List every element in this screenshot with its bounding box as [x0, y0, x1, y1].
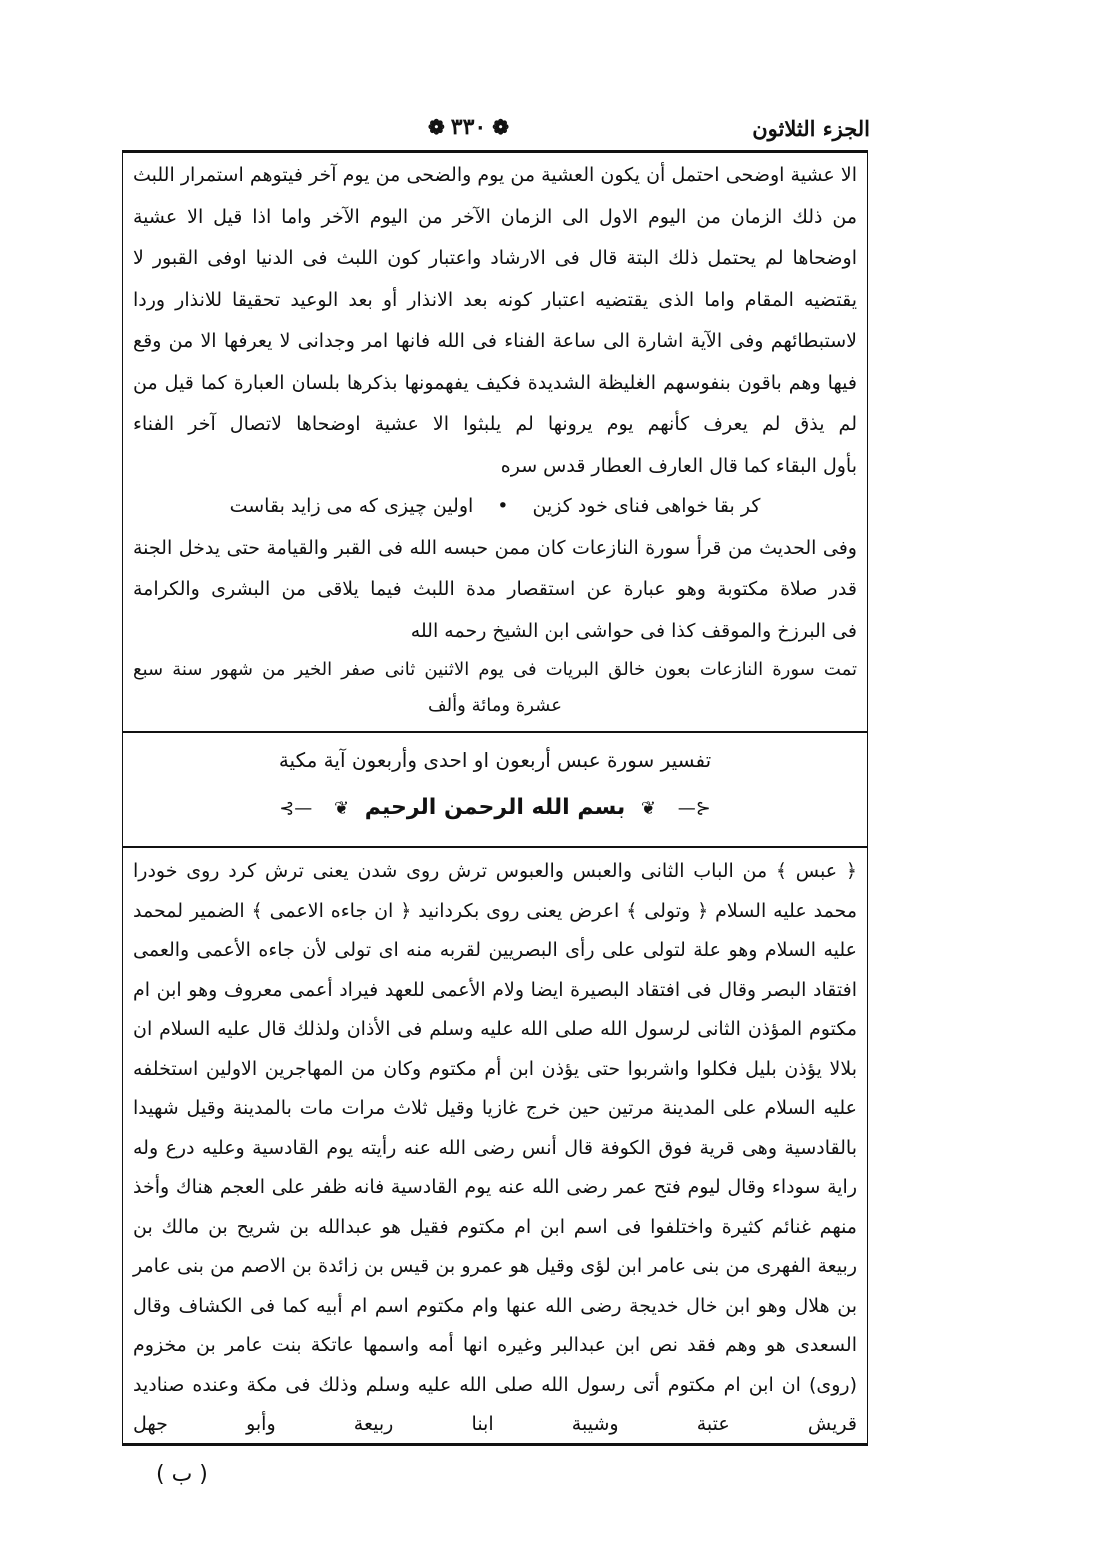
running-title: الجزء الثلاثون [752, 116, 870, 141]
ornament-icon: —⊱ [279, 798, 318, 819]
hadith-paragraph-tail: فى البرزخ والموقف كذا فى حواشى ابن الشيخ رحمه الله [410, 619, 857, 642]
page-number: ٣٣٠ [450, 114, 487, 140]
page-header [122, 112, 870, 148]
surah-commentary-paragraph: ﴿ عبس ﴾ من الباب الثانى والعبس والعبوس ترش روى شدن يعنى ترش كرد روى خودرا محمد عليه السلام ﴿ وتولى ﴾ اعرض يعنى روى بكردانيد ﴿ ان جاءه الاعمى ﴾ الضمير لمحمد عليه السلام وهو علة لتولى على رأى البصريين لقربه منه اى تولى لأن جاءه الأعمى والعمى افتقاد البصر وقال فى افتقاد البصيرة ايضا ولام الأعمى للعهد فيراد أعمى معروف وهو ابن ام مكتوم المؤذن الثانى لرسول الله صلى الله عليه وسلم فى الأذان ولذلك قال عليه السلام ان بلالا يؤذن بليل فكلوا واشربوا حتى يؤذن ابن أم مكتوم وكان من المهاجرين الاولين استخلفه عليه السلام على المدينة مرتين حين خرج غازيا وقيل ثلاث مرات مات بالمدينة وقيل شهيدا بالقادسية وهى قرية فوق الكوفة قال أنس رضى الله عنه رأيته يوم القادسية وعليه درع وله راية سوداء وقال ليوم فتح عمر رضى الله عنه يوم القادسية فانه ظفر على العجم هناك وأخذ منهم غنائم كثيرة واختلفوا فى اسم ابن ام مكتوم فقيل هو عبدالله بن شريح بن مالك بن ربيعة الفهرى من بنى عامر ابن لؤى وقيل هو عمرو بن قيس بن زائدة بن الاصم من بنى عامر بن هلال وهو ابن خال خديجة رضى الله عنها وام مكتوم اسم ام أبيه كما فى الكشاف وقال السعدى هو وهم فقد نص ابن عبدالبر وغيره انها أمه واسمها عاتكة بنت عامر بن مخزوم (روى) ان ابن ام مكتوم أتى رسول الله صلى الله عليه وسلم وذلك فى مكة وعنده صناديد قريش عتبة وشيبة ابنا ربيعة وأبو جهل [133, 860, 857, 1435]
basmala [123, 782, 867, 835]
page-number-group [422, 114, 515, 140]
commentary-section [123, 153, 867, 733]
ornament-icon: ❁ [428, 115, 445, 139]
commentary-paragraph-tail: بأول البقاء كما قال العارف العطار قدس سره [500, 454, 857, 477]
ornament-icon: ⊰— [672, 798, 711, 819]
ornament-icon: ❁ [492, 115, 509, 139]
ornament-icon: ❦ [334, 798, 350, 819]
persian-verse [123, 486, 867, 526]
verse-hemistich-right: كر بقا خواهى فناى خود كزين [532, 494, 761, 517]
verse-separator: • [497, 494, 509, 517]
surah-commentary-section [123, 850, 867, 1443]
ornament-icon: ❦ [640, 798, 656, 819]
hadith-paragraph: وفى الحديث من قرأ سورة النازعات كان ممن حبسه الله فى القبر والقيامة حتى يدخل الجنة قدر صلاة مكتوبة وهو عبارة عن استقصار مدة اللبث فيما يلاقى من البشرى والكرامة [133, 536, 857, 600]
surah-title: تفسير سورة عبس أربعون او احدى وأربعون آية مكية [278, 748, 712, 772]
commentary-paragraph: الا عشية اوضحى احتمل أن يكون العشية من يوم والضحى من يوم آخر فيتوهم استمرار اللبث من ذلك الزمان من اليوم الاول الى الزمان الآخر من اليوم الآخر واما اذا قيل الا عشية اوضحاها لم يحتمل ذلك البتة قال فى الارشاد واعتبار كون اللبث فى الدنيا اوفى القبور لا يقتضيه المقام واما الذى يقتضيه اعتبار كونه بعد الانذار أو بعد الوعيد تحقيقا للانذار وردا لاستبطائهم وفى الآية اشارة الى ساعة الفناء فى الله فانها امر وجدانى لا يعرفها الا من وقع فيها وهم باقون بنفوسهم الغليظة الشديدة فكيف يفهمونها بذكرها بلسان العبارة كما قيل من لم يذق لم يعرف كأنهم يوم يرونها لم يلبثوا الا عشية اوضحاها لاتصال آخر الفناء [133, 164, 857, 435]
basmala-text: بسم الله الرحمن الرحيم [364, 795, 626, 820]
verse-hemistich-left: اولين چيزى كه مى زايد بقاست [229, 494, 474, 517]
surah-heading-section [123, 734, 867, 848]
page-frame [122, 150, 868, 1446]
signature-mark: ( ب ) [156, 1462, 208, 1487]
colophon-end: عشرة ومائة وألف [428, 694, 562, 716]
colophon: تمت سورة النازعات بعون خالق البريات فى يوم الاثنين ثانى صفر الخير من شهور سنة سبع [133, 658, 857, 680]
